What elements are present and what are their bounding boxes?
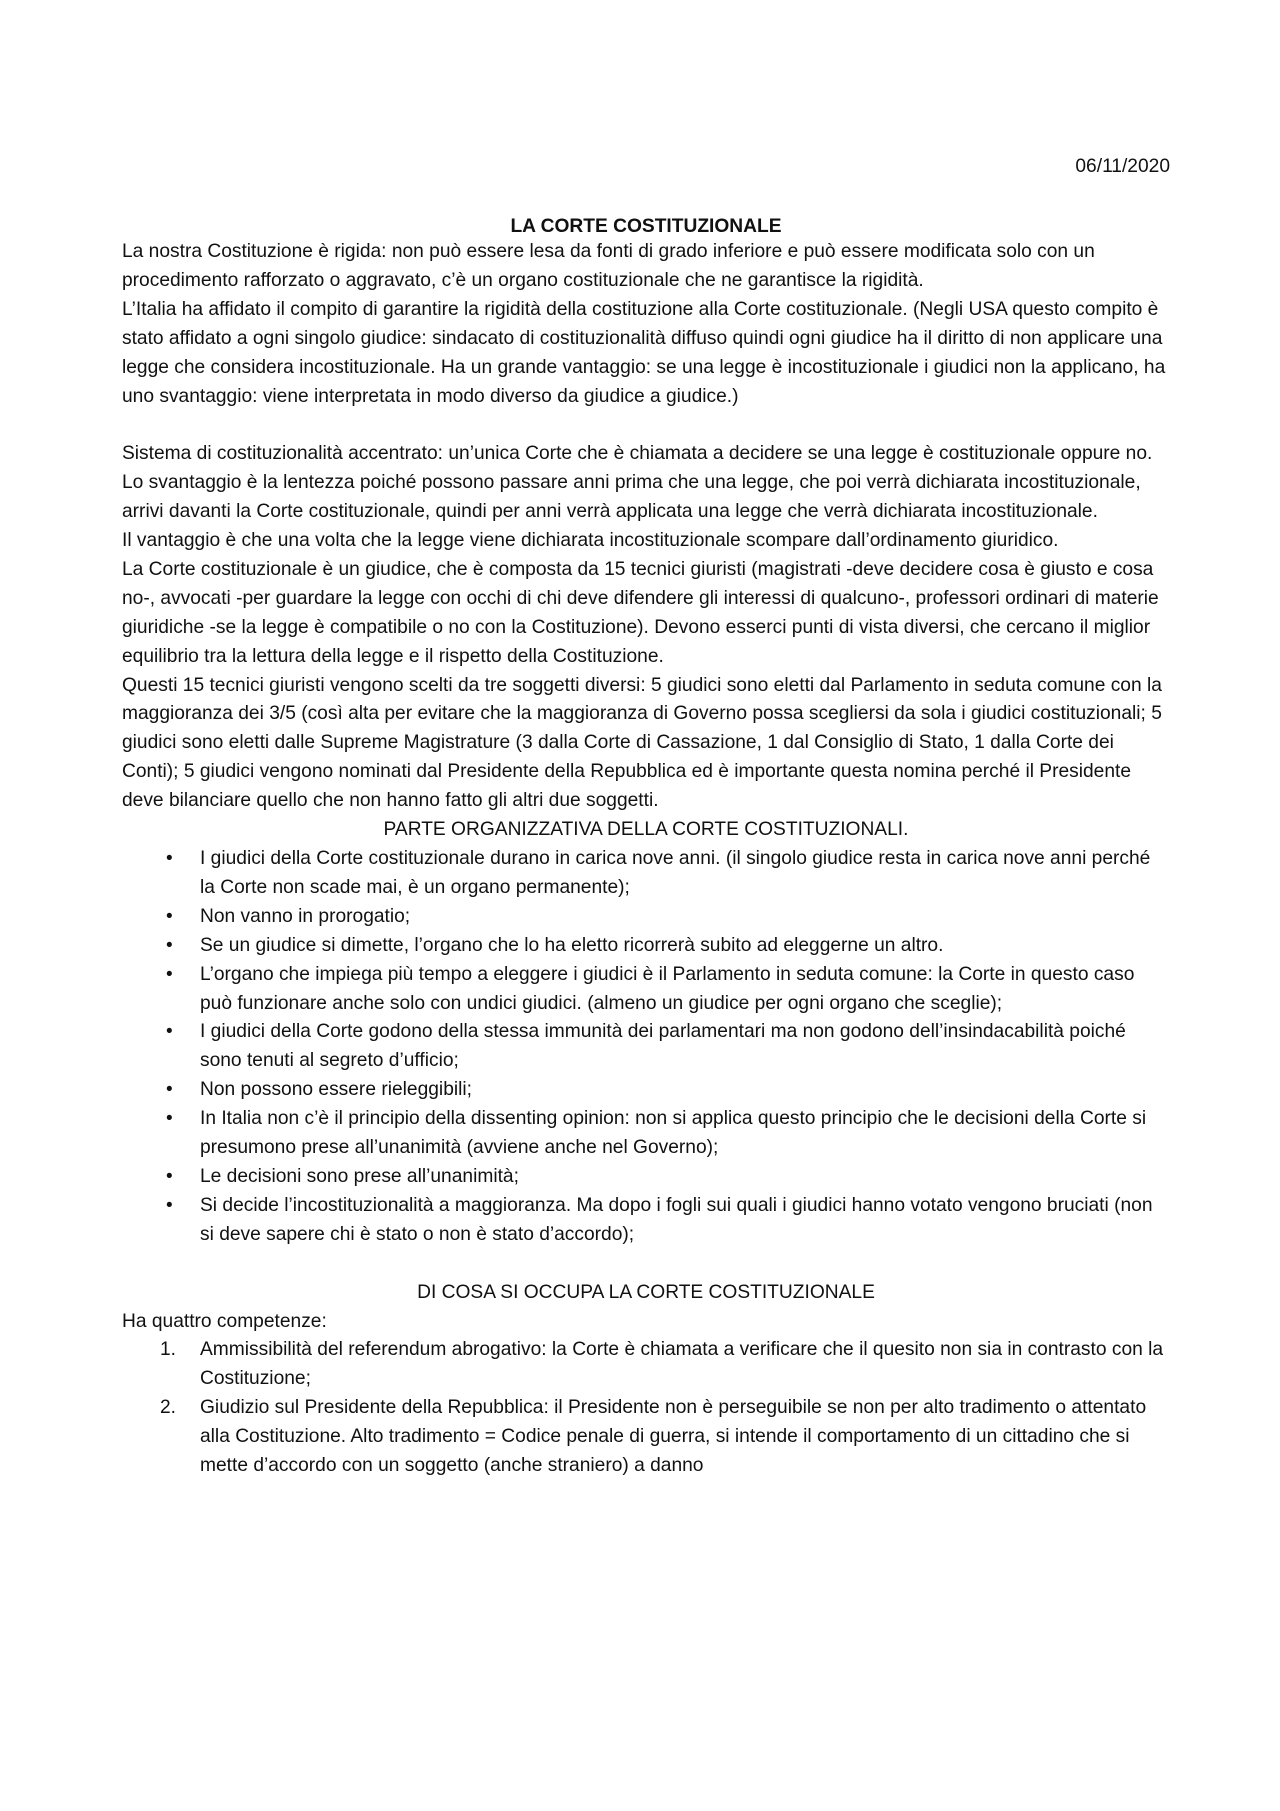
list-item-text: Ammissibilità del referendum abrogativo: la Corte è chiamata a verificare che il quesito non sia in contrasto con la Costituzione; (200, 1339, 1164, 1390)
list-item (122, 903, 1170, 932)
bullet-icon: • (166, 1079, 173, 1101)
list-item-text: Non possono essere rieleggibili; (200, 1079, 472, 1101)
document-date: 06/11/2020 (1075, 156, 1170, 177)
bullet-icon: • (166, 934, 173, 956)
document-title: LA CORTE COSTITUZIONALE (510, 216, 782, 237)
document-body (122, 238, 1170, 1481)
intro-paragraph-2: L’Italia ha affidato il compito di garantire la rigidità della costituzione alla Corte costituzionale. (Negli USA questo compito è stato affidato a ogni singolo giudice: sindacato di costituzionalità diffuso quindi ogni giudice ha il diritto di non applicare una legge che considera incostituzionale. Ha un grande vantaggio: se una legge è incostituzionale i giudici non la applicano, ha uno svantaggio: viene interpretata in modo diverso da giudice a giudice.) (122, 298, 1166, 407)
bullet-icon: • (166, 1108, 173, 1130)
competences-heading: DI COSA SI OCCUPA LA CORTE COSTITUZIONALE (417, 1281, 875, 1303)
intro-paragraph-1: La nostra Costituzione è rigida: non può essere lesa da fonti di grado inferiore e può essere modificata solo con un procedimento rafforzato o aggravato, c’è un organo costituzionale che ne garantisce la rigidità. (122, 241, 1095, 291)
list-item-text: L’organo che impiega più tempo a eleggere i giudici è il Parlamento in seduta comune: la Corte in questo caso può funzionare anche solo con undici giudici. (almeno un giudice per ogni organo che sceglie); (200, 963, 1135, 1014)
list-item (122, 1076, 1170, 1105)
list-item-text: Se un giudice si dimette, l’organo che lo ha eletto ricorrerà subito ad eleggerne un altro. (200, 934, 944, 956)
paragraph-svantaggio: Lo svantaggio è la lentezza poiché possono passare anni prima che una legge, che poi verrà dichiarata incostituzionale, arrivi davanti la Corte costituzionale, quindi per anni verrà applicata una legge che verrà dichiarata incostituzionale. (122, 472, 1141, 523)
bullet-icon: • (166, 963, 173, 985)
paragraph-composizione: La Corte costituzionale è un giudice, che è composta da 15 tecnici giuristi (magistrati -deve decidere cosa è giusto e cosa no-, avvocati -per guardare la legge con occhi di chi deve difendere gli interessi di qualcuno-, professori ordinari di materie giuridiche -se la legge è compatibile o no con la Costituzione). Devono esserci punti di vista diversi, che cercano il miglior equilibrio tra la lettura della legge e il rispetto della Costituzione. (122, 558, 1159, 667)
list-item (122, 1336, 1170, 1394)
list-item (122, 1105, 1170, 1163)
bullet-icon: • (166, 1194, 173, 1216)
list-item (122, 1018, 1170, 1076)
bullet-icon: • (166, 1165, 173, 1187)
bullet-icon: • (166, 848, 173, 870)
paragraph-nomina: Questi 15 tecnici giuristi vengono scelti da tre soggetti diversi: 5 giudici sono eletti dal Parlamento in seduta comune con la maggioranza dei 3/5 (così alta per evitare che la maggioranza di Governo possa scegliersi da sola i giudici costituzionali; 5 giudici sono eletti dalle Supreme Magistrature (3 dalla Corte di Cassazione, 1 dal Consiglio di Stato, 1 dalla Corte dei Conti); 5 giudici vengono nominati dal Presidente della Repubblica ed è importante questa nomina perché il Presidente deve bilanciare quello che non hanno fatto gli altri due soggetti. (122, 674, 1162, 812)
competences-list (122, 1336, 1170, 1481)
list-item-text: Le decisioni sono prese all’unanimità; (200, 1165, 519, 1187)
paragraph-gap (122, 1250, 1170, 1279)
organization-list (122, 845, 1170, 1250)
list-item (122, 1163, 1170, 1192)
list-item (122, 1394, 1170, 1481)
list-item-text: In Italia non c’è il principio della dissenting opinion: non si applica questo principio che le decisioni della Corte si presumono prese all’unanimità (avviene anche nel Governo); (200, 1108, 1147, 1159)
competences-intro: Ha quattro competenze: (122, 1310, 327, 1332)
organization-heading: PARTE ORGANIZZATIVA DELLA CORTE COSTITUZIONALI. (383, 819, 909, 841)
paragraph-vantaggio: Il vantaggio è che una volta che la legge viene dichiarata incostituzionale scompare dall’ordinamento giuridico. (122, 530, 1059, 552)
list-item (122, 845, 1170, 903)
paragraph-gap (122, 411, 1170, 440)
list-item (122, 1192, 1170, 1250)
bullet-icon: • (166, 905, 173, 927)
list-item (122, 961, 1170, 1019)
list-number: 1. (160, 1339, 177, 1361)
list-item (122, 932, 1170, 961)
list-number: 2. (160, 1397, 177, 1419)
bullet-icon: • (166, 1021, 173, 1043)
list-item-text: Si decide l’incostituzionalità a maggioranza. Ma dopo i fogli sui quali i giudici hanno votato vengono bruciati (non si deve sapere chi è stato o non è stato d’accordo); (200, 1194, 1153, 1245)
paragraph-accentrato: Sistema di costituzionalità accentrato: un’unica Corte che è chiamata a decidere se una legge è costituzionale oppure no. (122, 443, 1153, 465)
list-item-text: I giudici della Corte costituzionale durano in carica nove anni. (il singolo giudice resta in carica nove anni perché la Corte non scade mai, è un organo permanente); (200, 848, 1151, 898)
list-item-text: Giudizio sul Presidente della Repubblica: il Presidente non è perseguibile se non per alto tradimento o attentato alla Costituzione. Alto tradimento = Codice penale di guerra, si intende il comportamento di un cittadino che si mette d’accordo con un soggetto (anche straniero) a danno (200, 1397, 1147, 1477)
list-item-text: I giudici della Corte godono della stessa immunità dei parlamentari ma non godono dell’insindacabilità poiché sono tenuti al segreto d’ufficio; (200, 1021, 1126, 1072)
list-item-text: Non vanno in prorogatio; (200, 905, 411, 927)
